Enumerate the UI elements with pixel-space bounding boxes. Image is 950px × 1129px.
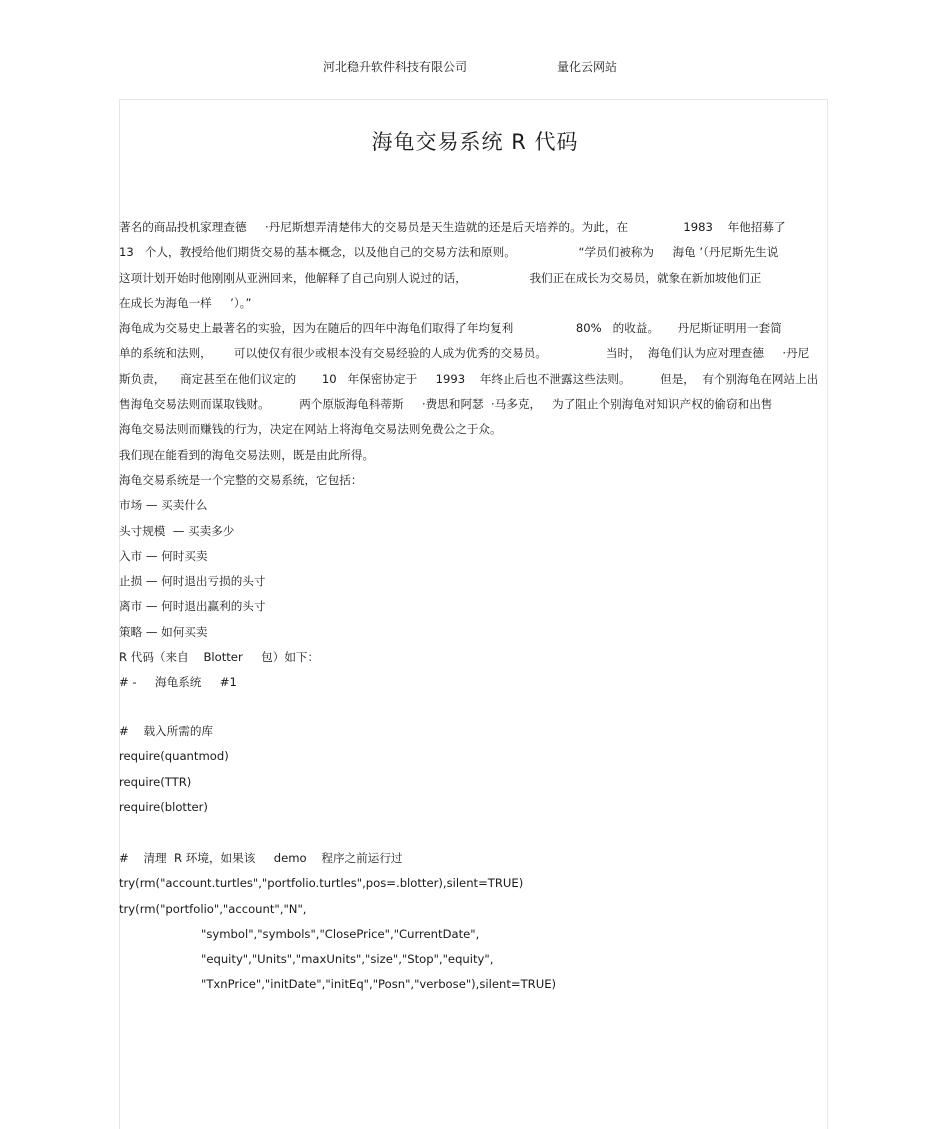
- text-line: 斯负责， 商定甚至在他们议定的 10 年保密协定于 1993 年终止后也不泄露这些法则。 但是， 有个别海龟在网站上出: [119, 371, 819, 386]
- text-line: 海龟成为交易史上最著名的实验，因为在随后的四年中海龟们取得了年均复利 80% 的收益。 丹尼斯证明用一套简: [119, 321, 782, 336]
- text-line: 13 个人，教授给他们期货交易的基本概念，以及他自己的交易方法和原则。 “学员们被称为 海龟 ’（丹尼斯先生说: [119, 245, 779, 260]
- text-line: 在成长为海龟一样 ’）。”: [119, 295, 252, 310]
- code-line: "equity","Units","maxUnits","size","Stop","equity",: [201, 952, 494, 967]
- text-line: 海龟交易法则而赚钱的行为，决定在网站上将海龟交易法则免费公之于众。: [119, 422, 502, 437]
- intro-text: [119, 215, 831, 696]
- code-line: "TxnPrice","initDate","initEq","Posn","verbose"),silent=TRUE): [201, 977, 557, 992]
- text-line: 这项计划开始时他刚刚从亚洲回来，他解释了自己向别人说过的话， 我们正在成长为交易员，就象在新加坡他们正: [119, 270, 762, 285]
- code-line: require(TTR): [119, 774, 192, 789]
- list-item-market: 市场 — 买卖什么: [119, 498, 208, 513]
- list-item-stop: 止损 — 何时退出亏损的头寸: [119, 574, 266, 589]
- document-title: 海龟交易系统 R 代码: [371, 130, 579, 154]
- list-item-strategy: 策略 — 如何买卖: [119, 624, 208, 639]
- code-block-cleanup: [119, 846, 831, 998]
- code-line: "symbol","symbols","ClosePrice","CurrentDate",: [201, 926, 480, 941]
- list-item-entry: 入市 — 何时买卖: [119, 548, 208, 563]
- list-item-position-size: 头寸规模 — 买卖多少: [119, 523, 235, 538]
- list-item-exit: 离市 — 何时退出赢利的头寸: [119, 599, 266, 614]
- text-line: 海龟交易系统是一个完整的交易系统，它包括：: [119, 472, 363, 487]
- code-block-libraries: [119, 719, 831, 820]
- code-line: # 清理 R 环境，如果该 demo 程序之前运行过: [119, 851, 403, 865]
- text-line: 单的系统和法则， 可以使仅有很少或根本没有交易经验的人成为优秀的交易员。 当时， 海龟们认为应对理查德 ·丹尼: [119, 346, 810, 361]
- code-line: try(rm("account.turtles","portfolio.turtles",pos=.blotter),silent=TRUE): [119, 876, 524, 891]
- code-line: require(blotter): [119, 799, 208, 814]
- company-name: 河北稳升软件科技有限公司: [323, 60, 468, 74]
- code-line: try(rm("portfolio","account","N",: [119, 901, 307, 916]
- code-comment-line: # - 海龟系统 #1: [119, 675, 237, 690]
- code-intro-line: R 代码（来自 Blotter 包）如下：: [119, 650, 320, 665]
- code-line: require(quantmod): [119, 749, 229, 764]
- text-line: 著名的商品投机家理查德 ·丹尼斯想弄清楚伟大的交易员是天生造就的还是后天培养的。为此，在 1983 年他招募了: [119, 220, 786, 234]
- text-line: 售海龟交易法则而谋取钱财。 两个原版海龟科蒂斯 ·费思和阿瑟 ·马多克， 为了阻止个别海龟对知识产权的偷窃和出售: [119, 397, 773, 412]
- code-line: # 载入所需的库: [119, 724, 214, 738]
- site-name: 量化云网站: [557, 60, 618, 74]
- page-header: [0, 58, 950, 78]
- text-line: 我们现在能看到的海龟交易法则，既是由此所得。: [119, 447, 375, 462]
